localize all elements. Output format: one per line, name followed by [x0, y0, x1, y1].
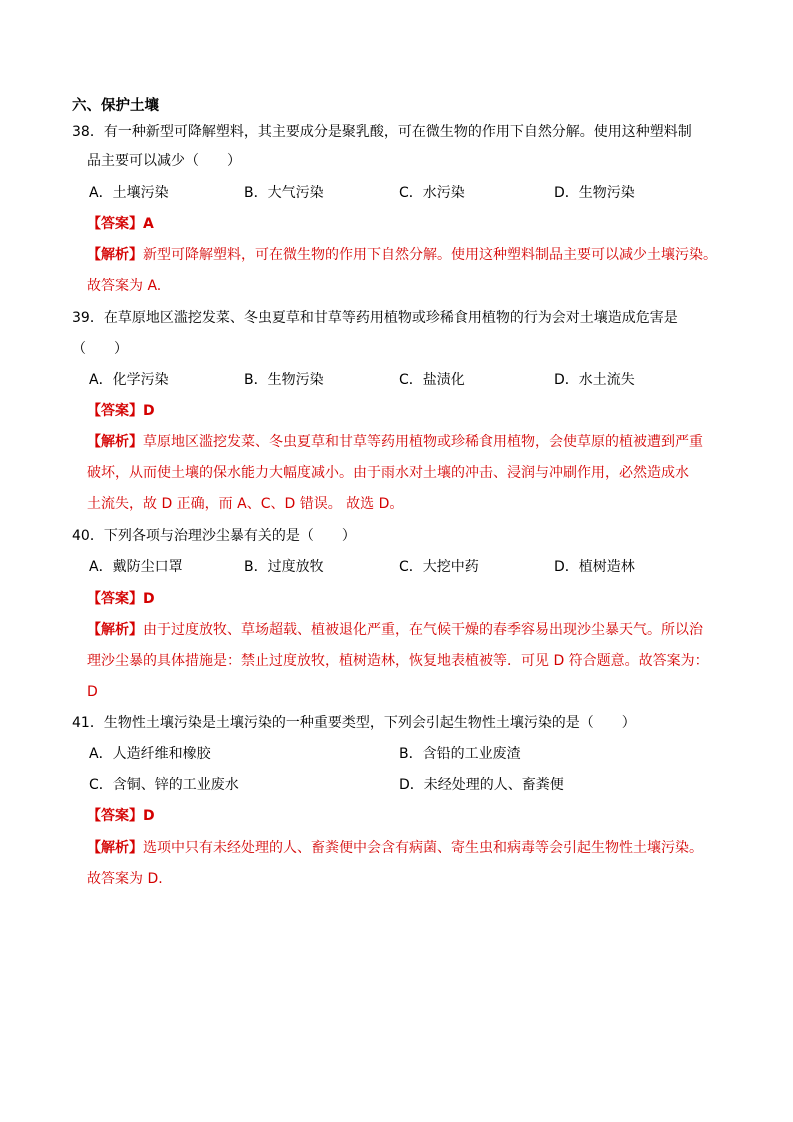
analysis-text: 草原地区滥挖发菜、冬虫夏草和甘草等药用植物或珍稀食用植物，会使草原的植被遭到严重: [143, 434, 703, 450]
answer-value: D: [143, 808, 155, 824]
question-40-option-c: C．大挖中药: [399, 559, 479, 575]
question-40-analysis-cont-2: D: [87, 684, 98, 700]
section-title: 六、保护土壤: [72, 98, 159, 114]
question-38-stem-cont: 品主要可以减少（ ）: [87, 153, 241, 169]
question-40-option-a: A．戴防尘口罩: [89, 559, 183, 575]
question-39-answer: [87, 401, 155, 421]
question-41-analysis-cont: 故答案为 D.: [87, 871, 163, 887]
question-41-option-c: C．含铜、锌的工业废水: [89, 777, 239, 793]
question-40-answer: [87, 589, 155, 609]
question-39-stem: 39．在草原地区滥挖发菜、冬虫夏草和甘草等药用植物或珍稀食用植物的行为会对土壤造成危害是: [72, 310, 678, 326]
analysis-tag: 【解析】: [87, 840, 143, 856]
question-38-analysis: [87, 245, 717, 265]
question-41-option-d: D．未经处理的人、畜粪便: [399, 777, 564, 793]
answer-value: D: [143, 591, 155, 607]
question-39-option-b: B．生物污染: [244, 372, 324, 388]
question-41-answer: [87, 806, 155, 826]
analysis-tag: 【解析】: [87, 247, 143, 263]
question-40-option-d: D．植树造林: [554, 559, 635, 575]
analysis-text: 选项中只有未经处理的人、畜粪便中会含有病菌、寄生虫和病毒等会引起生物性土壤污染。: [143, 840, 703, 856]
answer-value: A: [143, 216, 154, 232]
answer-tag: 【答案】: [87, 808, 143, 824]
question-39-option-d: D．水土流失: [554, 372, 635, 388]
question-41-option-a: A．人造纤维和橡胶: [89, 746, 211, 762]
question-40-analysis-cont: 理沙尘暴的具体措施是：禁止过度放牧，植树造林，恢复地表植被等．可见 D 符合题意。故答案为：: [87, 653, 709, 669]
analysis-text: 由于过度放牧、草场超载、植被退化严重，在气候干燥的春季容易出现沙尘暴天气。所以治: [143, 622, 703, 638]
question-38-option-b: B．大气污染: [244, 185, 324, 201]
question-39-analysis-cont: 破坏，从而使土壤的保水能力大幅度减小。由于雨水对土壤的冲击、浸润与冲刷作用，必然造成水: [87, 465, 689, 481]
answer-value: D: [143, 403, 155, 419]
question-40-analysis: [87, 620, 703, 640]
analysis-text: 新型可降解塑料，可在微生物的作用下自然分解。使用这种塑料制品主要可以减少土壤污染。: [143, 247, 717, 263]
question-39-analysis: [87, 432, 703, 452]
question-41-analysis: [87, 838, 703, 858]
question-41-stem: 41．生物性土壤污染是土壤污染的一种重要类型，下列会引起生物性土壤污染的是（ ）: [72, 715, 636, 731]
question-40-option-b: B．过度放牧: [244, 559, 324, 575]
answer-tag: 【答案】: [87, 216, 143, 232]
question-38-analysis-cont: 故答案为 A.: [87, 278, 162, 294]
answer-tag: 【答案】: [87, 591, 143, 607]
analysis-tag: 【解析】: [87, 622, 143, 638]
question-38-option-d: D．生物污染: [554, 185, 635, 201]
analysis-tag: 【解析】: [87, 434, 143, 450]
question-38-option-c: C．水污染: [399, 185, 465, 201]
question-39-analysis-cont-2: 土流失，故 D 正确，而 A、C、D 错误。 故选 D。: [87, 496, 404, 512]
question-38-option-a: A．土壤污染: [89, 185, 169, 201]
question-39-option-c: C．盐渍化: [399, 372, 465, 388]
question-41-option-b: B．含铅的工业废渣: [399, 746, 521, 762]
question-38-stem: 38．有一种新型可降解塑料，其主要成分是聚乳酸，可在微生物的作用下自然分解。使用这种塑料制: [72, 124, 692, 140]
question-39-stem-cont: （ ）: [72, 341, 128, 357]
question-38-answer: [87, 214, 154, 234]
answer-tag: 【答案】: [87, 403, 143, 419]
question-40-stem: 40．下列各项与治理沙尘暴有关的是（ ）: [72, 528, 356, 544]
question-39-option-a: A．化学污染: [89, 372, 169, 388]
